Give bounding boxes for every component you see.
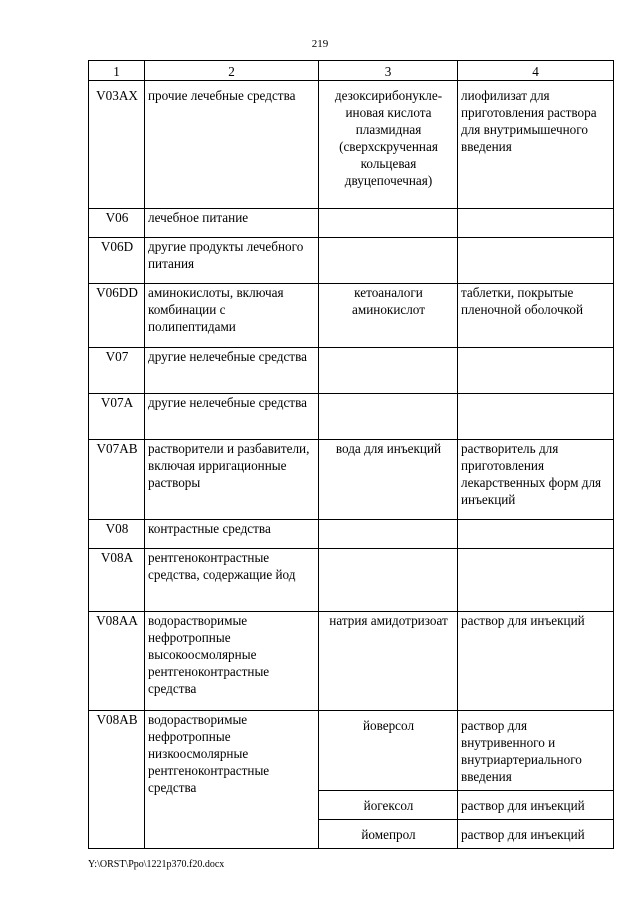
- group-name: другие продукты лечебного питания: [145, 238, 319, 284]
- table-row: [89, 520, 614, 549]
- group-name: прочие лечебные средства: [145, 81, 319, 209]
- table-row: [89, 209, 614, 238]
- atc-code: V03AX: [89, 81, 145, 209]
- table-row: [89, 394, 614, 440]
- page-number: 219: [311, 38, 329, 50]
- dosage-form: [458, 520, 614, 549]
- group-name: другие нелечебные средства: [145, 348, 319, 394]
- dosage-form: растворитель для приготовления лекарственных форм для инъекций: [458, 440, 614, 520]
- group-name: водорастворимые нефротропные низкоосмолярные рентгеноконтрастные средства: [145, 711, 319, 849]
- substance: вода для инъекций: [319, 440, 458, 520]
- substance: [319, 238, 458, 284]
- table-row: [89, 81, 614, 209]
- document-path-footer: Y:\ORST\Ppo\1221p370.f20.docx: [88, 859, 225, 870]
- dosage-form: [458, 394, 614, 440]
- atc-code: V08AB: [89, 711, 145, 849]
- group-name: аминокислоты, включая комбинации с полипептидами: [145, 284, 319, 348]
- substance: натрия амидотризоат: [319, 612, 458, 711]
- dosage-form: лиофилизат для приготовления раствора для внутримышечного введения: [458, 81, 614, 209]
- substance: [319, 520, 458, 549]
- table-row: [89, 284, 614, 348]
- substance: йогексол: [319, 791, 458, 820]
- substance: йомепрол: [319, 820, 458, 849]
- atc-code: V06DD: [89, 284, 145, 348]
- atc-code: V06: [89, 209, 145, 238]
- dosage-form: раствор для инъекций: [458, 820, 614, 849]
- dosage-form: [458, 549, 614, 612]
- substance: дезоксирибонукле-иновая кислота плазмидная (сверхскрученная кольцевая двуцепочечная): [319, 81, 458, 209]
- group-name: другие нелечебные средства: [145, 394, 319, 440]
- dosage-form: раствор для внутривенного и внутриартериального введения: [458, 711, 614, 791]
- table-header-row: [89, 61, 614, 81]
- table-row: [89, 440, 614, 520]
- substance: [319, 549, 458, 612]
- dosage-form: раствор для инъекций: [458, 612, 614, 711]
- table-row: [89, 549, 614, 612]
- atc-code: V08A: [89, 549, 145, 612]
- table-row: [89, 238, 614, 284]
- column-header-4: 4: [458, 61, 614, 81]
- substance: йоверсол: [319, 711, 458, 791]
- table-row: [89, 711, 614, 791]
- substance: [319, 209, 458, 238]
- atc-code: V06D: [89, 238, 145, 284]
- group-name: растворители и разбавители, включая ирригационные растворы: [145, 440, 319, 520]
- atc-code: V07AB: [89, 440, 145, 520]
- column-header-1: 1: [89, 61, 145, 81]
- column-header-3: 3: [319, 61, 458, 81]
- atc-code: V07A: [89, 394, 145, 440]
- substance: кетоаналоги аминокислот: [319, 284, 458, 348]
- table-row: [89, 348, 614, 394]
- dosage-form: [458, 238, 614, 284]
- dosage-form: раствор для инъекций: [458, 791, 614, 820]
- dosage-form: [458, 209, 614, 238]
- group-name: лечебное питание: [145, 209, 319, 238]
- group-name: рентгеноконтрастные средства, содержащие йод: [145, 549, 319, 612]
- group-name: водорастворимые нефротропные высокоосмолярные рентгеноконтрастные средства: [145, 612, 319, 711]
- atc-code: V07: [89, 348, 145, 394]
- group-name: контрастные средства: [145, 520, 319, 549]
- substance: [319, 394, 458, 440]
- substance: [319, 348, 458, 394]
- atc-code: V08: [89, 520, 145, 549]
- dosage-form: таблетки, покрытые пленочной оболочкой: [458, 284, 614, 348]
- atc-code: V08AA: [89, 612, 145, 711]
- drug-table: [88, 60, 614, 849]
- dosage-form: [458, 348, 614, 394]
- column-header-2: 2: [145, 61, 319, 81]
- table-row: [89, 612, 614, 711]
